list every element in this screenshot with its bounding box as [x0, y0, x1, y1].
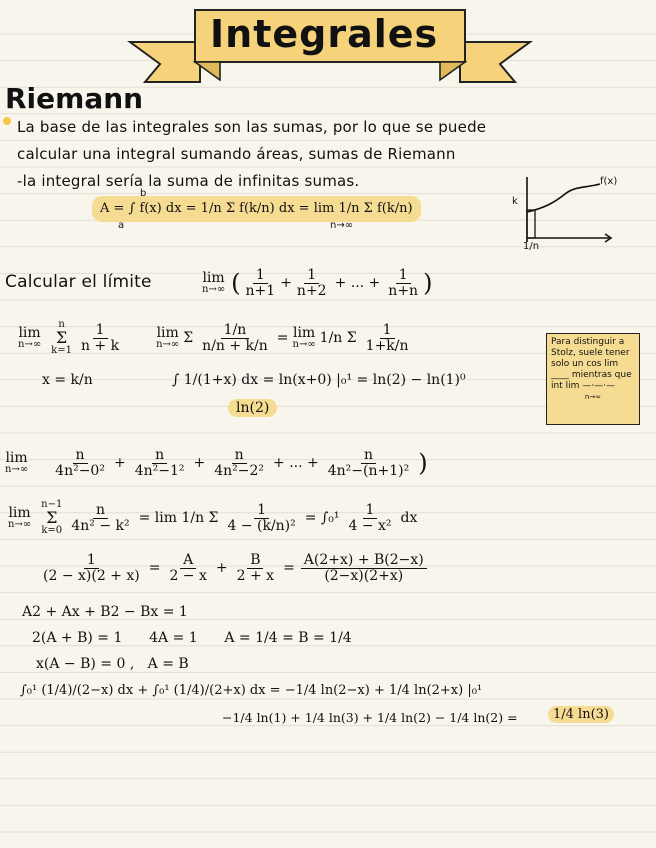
sketch-n-label: 1/n	[523, 241, 540, 252]
step-1: A2 + Ax + B2 − Bx = 1	[22, 604, 188, 620]
row2-right-den: 4 − x²	[348, 517, 392, 534]
lim-sub-6: n→∞	[8, 519, 32, 530]
lim-text-2: lim	[18, 325, 41, 341]
lim-sub: n→∞	[202, 284, 226, 296]
lim-text-6: lim	[8, 505, 31, 521]
pf-rhs-den: (2−x)(2+x)	[324, 567, 404, 584]
row2-mid: = lim 1/n Σ	[138, 510, 219, 526]
term-2	[294, 268, 330, 298]
lim-sub-2: n→∞	[18, 339, 42, 350]
sigma-top: n	[58, 319, 65, 330]
sigma-1	[51, 320, 72, 356]
lim-text-4: lim	[292, 325, 316, 341]
section-heading-riemann: Riemann	[5, 82, 144, 115]
s2-term-n-num: n	[361, 448, 376, 464]
final-result: 1/4 ln(3)	[548, 706, 614, 723]
pf-b-den: 2 + x	[236, 567, 275, 584]
sketch-k-label: k	[512, 196, 518, 207]
riemann-formula	[92, 196, 421, 222]
pf-eq-2: =	[283, 560, 295, 577]
lim-operator-5	[5, 451, 28, 475]
s2-term-1	[52, 448, 108, 478]
s2-term-1-den: 4n²−0²	[55, 462, 105, 479]
plus-2: +	[193, 455, 206, 472]
row1-frac	[78, 323, 122, 353]
lim-operator-6	[8, 506, 31, 530]
sigma-3	[41, 500, 62, 536]
s2-term-3-den: 4n²−2²	[214, 462, 265, 479]
bullet-dot	[3, 117, 11, 125]
row1-right: 1/n Σ	[319, 330, 357, 346]
row1-frac-num: 1	[93, 323, 108, 339]
pf-b	[234, 553, 277, 583]
row2-mid-den: 4 − (k/n)²	[227, 517, 296, 534]
row1-mid-frac	[199, 323, 271, 353]
pf-a-num: A	[180, 553, 196, 569]
pf-a	[166, 553, 209, 583]
sketch-fx-label: f(x)	[600, 176, 618, 187]
riemann-sketch-graph	[505, 172, 655, 252]
row2-frac-num: n	[93, 503, 108, 519]
pf-lhs-den: (2 − x)(2 + x)	[43, 567, 140, 584]
s2-dots: + ... +	[273, 455, 319, 472]
substitution: x = k/n	[42, 372, 93, 388]
step-2: 2(A + B) = 1 4A = 1 A = 1/4 = B = 1/4	[32, 630, 352, 646]
lim-sub-3: n→∞	[156, 339, 180, 350]
row2-frac-den: 4n² − k²	[71, 517, 130, 534]
integral-line-1: ∫ 1/(1+x) dx = ln(x+0) |₀¹ = ln(2) − ln(1)⁰	[172, 372, 466, 388]
row2-dx: dx	[400, 510, 418, 526]
lim-sub-4: n→∞	[292, 339, 316, 350]
row1-mid-den: n/n + k/n	[202, 337, 268, 354]
limit-prompt: Calcular el límite	[5, 272, 152, 292]
limit-subscript: n→∞	[330, 220, 354, 231]
pf-a-den: 2 − x	[169, 567, 207, 584]
term-n-den: n+n	[388, 282, 419, 299]
limit-expression	[202, 268, 432, 298]
lim-sub-5: n→∞	[5, 464, 29, 476]
riemann-formula-text: A = ∫ f(x) dx = 1/n Σ f(k/n) dx = lim 1/n Σ f(k/n)	[100, 201, 413, 216]
lim-text-3: lim	[156, 325, 179, 341]
s2-term-3-num: n	[232, 448, 247, 464]
partial-fractions	[38, 553, 429, 583]
plus-sign: +	[280, 275, 292, 292]
final-integral: ∫₀¹ (1/4)/(2−x) dx + ∫₀¹ (1/4)/(2+x) dx = −1/4 ln(2−x) + 1/4 ln(2+x) |₀¹	[20, 683, 483, 698]
pf-plus: +	[215, 560, 228, 577]
paren-close: )	[423, 269, 433, 298]
pf-eq-1: =	[148, 560, 161, 577]
step-3: x(A − B) = 0 , A = B	[36, 656, 189, 672]
term-2-num: 1	[304, 268, 319, 284]
stolz-note-sub: n→∞	[584, 393, 602, 401]
row1-right-den: 1+k/n	[365, 337, 409, 354]
page-title: Integrales	[210, 12, 439, 56]
lim-operator-3	[156, 326, 179, 350]
term-1-num: 1	[253, 268, 268, 284]
result-ln2: ln(2)	[228, 399, 277, 417]
stolz-note	[546, 333, 640, 425]
lim-operator-2	[18, 326, 41, 350]
pf-lhs	[40, 553, 143, 583]
pf-rhs-num: A(2+x) + B(2−x)	[301, 553, 427, 569]
row2-mid-frac	[224, 503, 298, 533]
paren-close-2: )	[418, 449, 428, 478]
lim-text: lim	[202, 270, 225, 287]
row2-frac	[68, 503, 132, 533]
integral-upper-limit: b	[140, 188, 147, 199]
sigma-2: Σ	[183, 330, 194, 346]
lim-text-5: lim	[5, 450, 28, 467]
pf-lhs-num: 1	[84, 553, 99, 569]
s2-term-3	[211, 448, 267, 478]
s2-term-n	[325, 448, 412, 478]
stolz-note-text: Para distinguir a Stolz, suele tener solo un cos lim ____ mientras que int lim —·—·—	[551, 337, 632, 391]
term-1-den: n+1	[245, 282, 276, 299]
s2-term-2	[132, 448, 188, 478]
term-2-den: n+2	[296, 282, 327, 299]
bullet-text-line3: -la integral sería la suma de infinitas sumas.	[17, 172, 360, 190]
row2-right-num: 1	[363, 503, 378, 519]
plus-1: +	[113, 455, 126, 472]
s2-term-2-den: 4n²−1²	[134, 462, 185, 479]
sigma-3-bottom: k=0	[41, 525, 63, 536]
lim-operator	[202, 271, 225, 295]
row1-mid-num: 1/n	[221, 323, 250, 339]
row1-right-num: 1	[380, 323, 395, 339]
pf-b-num: B	[247, 553, 263, 569]
sigma-symbol: Σ	[55, 328, 68, 347]
paren-open: (	[231, 269, 241, 298]
s2-term-1-num: n	[73, 448, 88, 464]
riemann-sum-row-2	[8, 500, 417, 536]
s2-term-2-num: n	[152, 448, 167, 464]
row2-right-frac	[345, 503, 394, 533]
row2-mid-num: 1	[254, 503, 269, 519]
term-n-num: 1	[396, 268, 411, 284]
final-line: −1/4 ln(1) + 1/4 ln(3) + 1/4 ln(2) − 1/4 ln(2) =	[222, 710, 518, 725]
pf-rhs	[301, 553, 427, 583]
bullet-text-line1: La base de las integrales son las sumas, por lo que se puede	[17, 118, 487, 136]
riemann-sum-row	[18, 320, 414, 356]
equals: =	[276, 330, 289, 346]
sigma-3-symbol: Σ	[46, 508, 58, 527]
term-1	[243, 268, 279, 298]
lim-operator-4	[293, 326, 316, 350]
bullet-text-line2: calcular una integral sumando áreas, sumas de Riemann	[17, 145, 456, 163]
term-dots: + ... +	[334, 275, 381, 292]
term-n	[385, 268, 421, 298]
row1-frac-den: n + k	[80, 337, 120, 354]
row2-right: = ∫₀¹	[304, 510, 340, 526]
integral-lower-limit: a	[118, 220, 125, 231]
row1-right-frac	[363, 323, 412, 353]
sigma-bottom: k=1	[51, 345, 72, 356]
sigma-3-top: n−1	[41, 499, 63, 510]
s2-term-n-den: 4n²−(n+1)²	[327, 462, 410, 479]
limit-expression-2	[5, 448, 428, 478]
